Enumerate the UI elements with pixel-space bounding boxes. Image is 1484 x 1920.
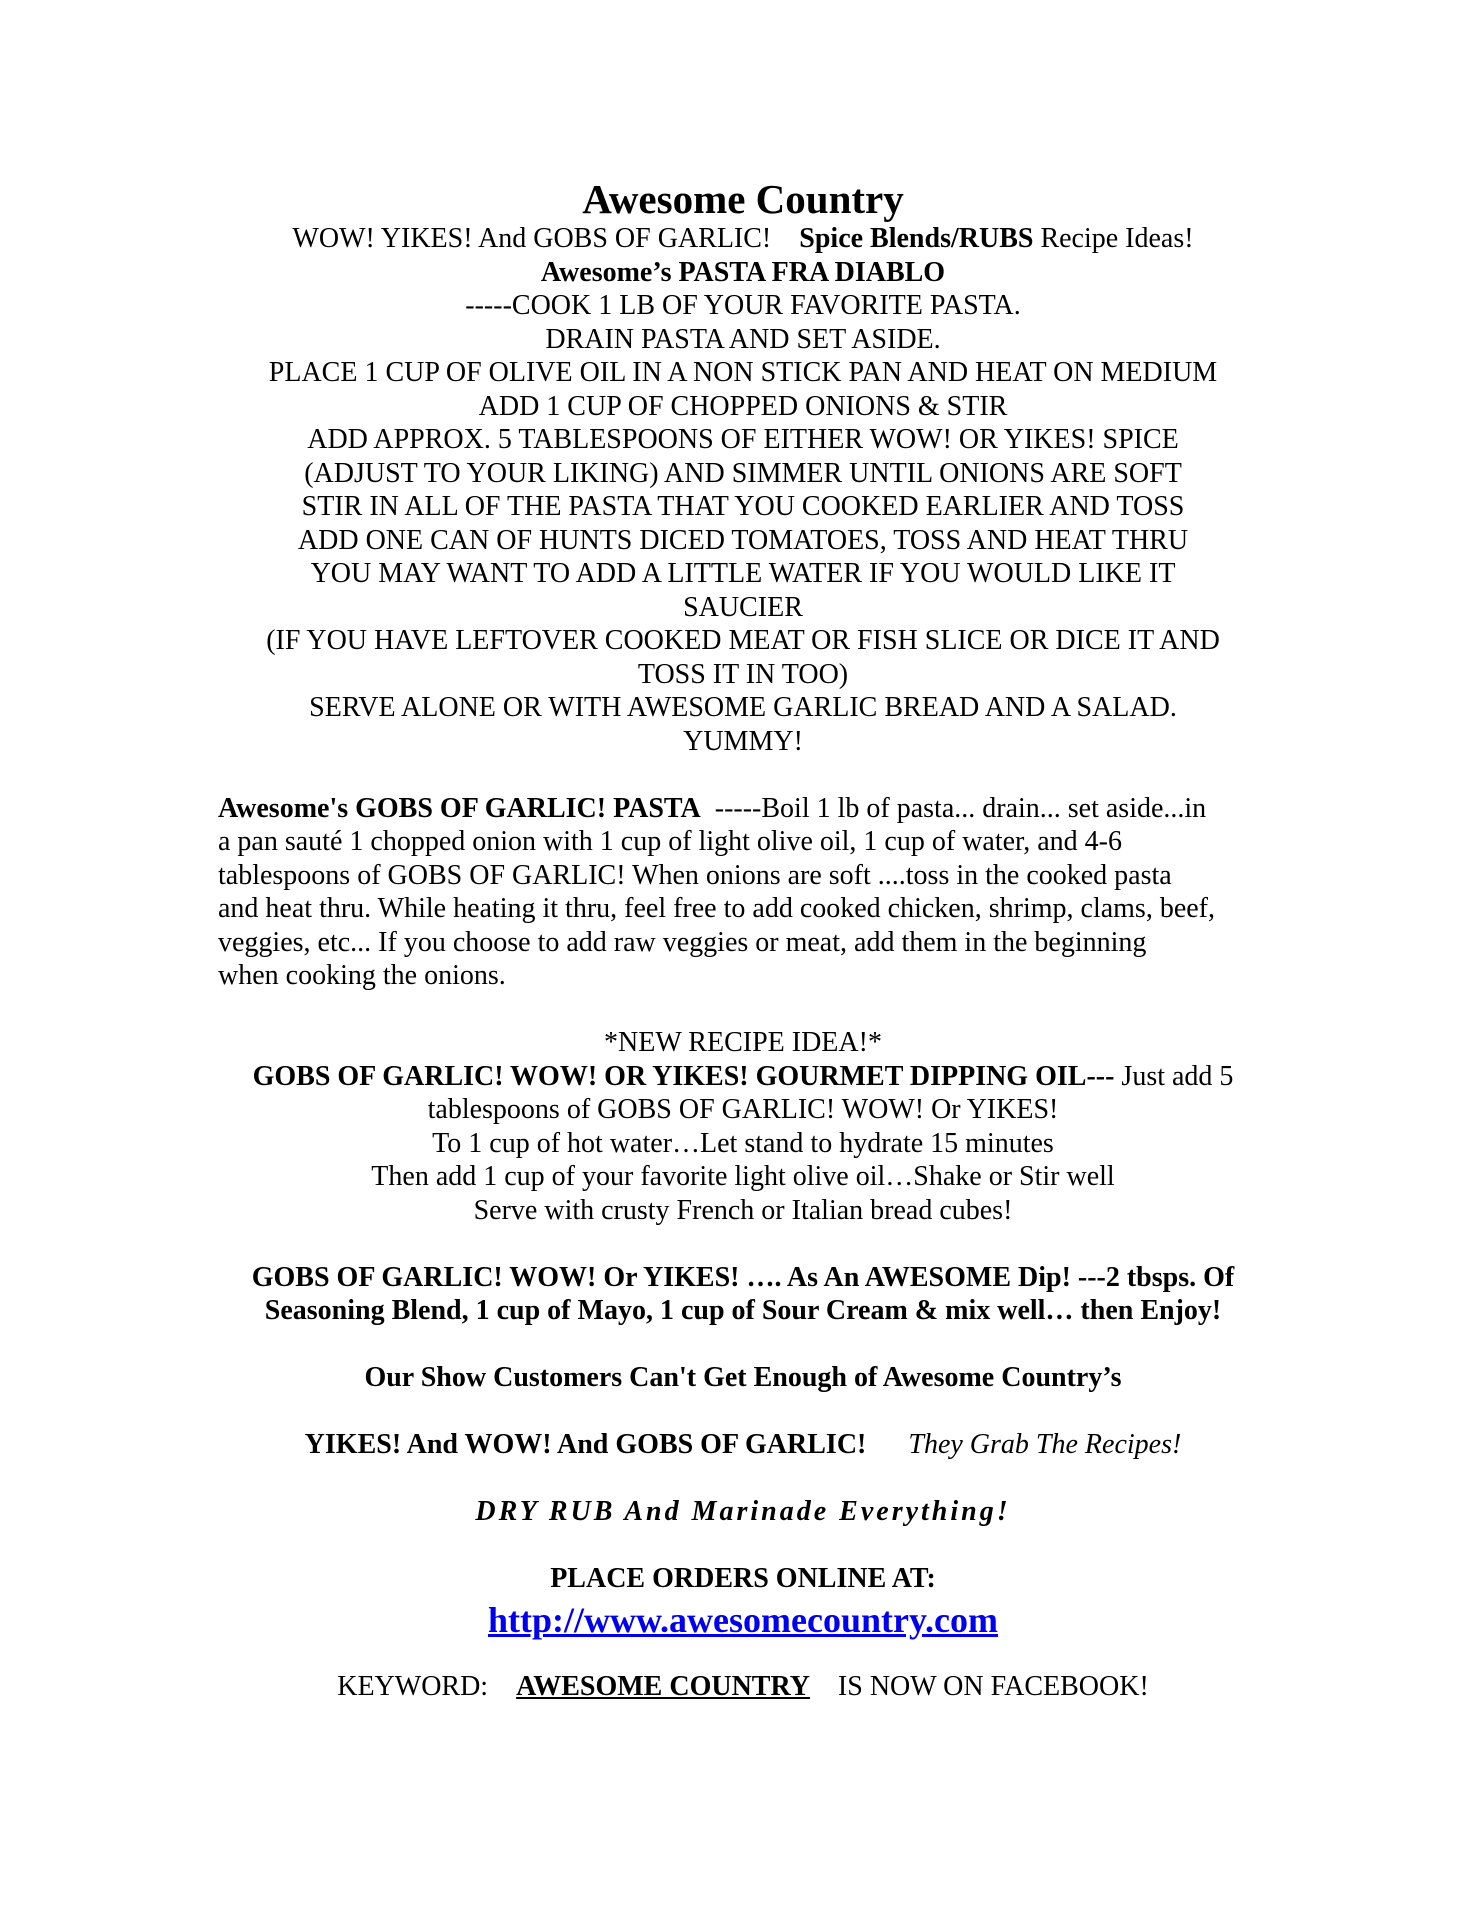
dipping-oil-heading-rest: Just add 5	[1114, 1060, 1234, 1092]
facebook-suffix: IS NOW ON FACEBOOK!	[837, 1670, 1149, 1702]
garlic-pasta-recipe	[218, 792, 1268, 993]
diablo-line: YOU MAY WANT TO ADD A LITTLE WATER IF YOU WOULD LIKE IT	[310, 558, 1176, 589]
diablo-line: YUMMY!	[683, 725, 803, 757]
url-container	[218, 1598, 1268, 1642]
subtitle	[218, 222, 1268, 256]
diablo-line: PLACE 1 CUP OF OLIVE OIL IN A NON STICK PAN AND HEAT ON MEDIUM	[268, 357, 1218, 388]
subtitle-part2: Spice Blends/RUBS	[799, 223, 1034, 254]
garlic-pasta-line: a pan sauté 1 chopped onion with 1 cup of light olive oil, 1 cup of water, and 4-6	[218, 826, 1122, 857]
customers-line: Our Show Customers Can't Get Enough of Awesome Country’s	[364, 1362, 1122, 1393]
dipping-oil-line: tablespoons of GOBS OF GARLIC! WOW! Or YIKES!	[427, 1094, 1059, 1125]
orders-heading: PLACE ORDERS ONLINE AT:	[550, 1563, 936, 1594]
dip-line: Seasoning Blend, 1 cup of Mayo, 1 cup of Sour Cream & mix well… then Enjoy!	[264, 1295, 1222, 1326]
products-line	[218, 1428, 1268, 1462]
products-bold: YIKES! And WOW! And GOBS OF GARLIC!	[304, 1429, 867, 1460]
dipping-oil-line: Then add 1 cup of your favorite light olive oil…Shake or Stir well	[371, 1161, 1115, 1192]
facebook-keyword: AWESOME COUNTRY	[516, 1670, 810, 1702]
dipping-oil-line: To 1 cup of hot water…Let stand to hydrate 15 minutes	[432, 1127, 1054, 1159]
spacer	[218, 758, 1268, 792]
dipping-oil-recipe	[218, 1026, 1268, 1227]
website-link[interactable]: http://www.awesomecountry.com	[488, 1599, 998, 1640]
dip-line: GOBS OF GARLIC! WOW! Or YIKES! …. As An AWESOME Dip! ---2 tbsps. Of	[251, 1261, 1235, 1293]
spacer	[218, 1328, 1268, 1362]
facebook-prefix: KEYWORD:	[337, 1670, 489, 1702]
diablo-line: SAUCIER	[683, 591, 803, 623]
garlic-pasta-line: and heat thru. While heating it thru, feel free to add cooked chicken, shrimp, clams, beef,	[218, 893, 1216, 924]
diablo-line: ADD APPROX. 5 TABLESPOONS OF EITHER WOW! OR YIKES! SPICE	[307, 424, 1179, 455]
diablo-line: (ADJUST TO YOUR LIKING) AND SIMMER UNTIL ONIONS ARE SOFT	[304, 457, 1182, 489]
diablo-heading: Awesome’s PASTA FRA DIABLO	[540, 256, 946, 288]
diablo-line: DRAIN PASTA AND SET ASIDE.	[545, 323, 941, 355]
spacer	[218, 1529, 1268, 1563]
spacer	[218, 1642, 1268, 1670]
diablo-line: ADD ONE CAN OF HUNTS DICED TOMATOES, TOSS AND HEAT THRU	[297, 524, 1189, 556]
diablo-line: ADD 1 CUP OF CHOPPED ONIONS & STIR	[478, 390, 1008, 422]
subtitle-part1: WOW! YIKES! And GOBS OF GARLIC!	[292, 223, 772, 254]
products-italic: They Grab The Recipes!	[908, 1429, 1182, 1460]
diablo-line: (IF YOU HAVE LEFTOVER COOKED MEAT OR FISH SLICE OR DICE IT AND	[266, 625, 1220, 656]
diablo-line: STIR IN ALL OF THE PASTA THAT YOU COOKED EARLIER AND TOSS	[301, 491, 1185, 522]
diablo-recipe	[218, 256, 1268, 759]
dipping-oil-line: Serve with crusty French or Italian bread cubes!	[473, 1194, 1013, 1226]
spacer	[218, 1227, 1268, 1261]
diablo-line: SERVE ALONE OR WITH AWESOME GARLIC BREAD AND A SALAD.	[309, 692, 1177, 723]
subtitle-part3: Recipe Ideas!	[1040, 223, 1194, 254]
new-recipe-intro: *NEW RECIPE IDEA!*	[604, 1027, 882, 1058]
garlic-pasta-line: veggies, etc... If you choose to add raw veggies or meat, add them in the beginning	[218, 926, 1147, 958]
dry-rub-slogan: DRY RUB And Marinade Everything!	[475, 1496, 1011, 1527]
diablo-line: TOSS IT IN TOO)	[637, 658, 849, 690]
garlic-pasta-heading: Awesome's GOBS OF GARLIC! PASTA	[218, 792, 701, 824]
facebook-line	[218, 1670, 1268, 1704]
garlic-pasta-line: -----Boil 1 lb of pasta... drain... set aside...in	[714, 792, 1207, 824]
dip-recipe	[218, 1261, 1268, 1328]
spacer	[218, 1462, 1268, 1496]
garlic-pasta-line: when cooking the onions.	[218, 960, 506, 991]
spacer	[218, 1395, 1268, 1429]
garlic-pasta-line: tablespoons of GOBS OF GARLIC! When onions are soft ....toss in the cooked pasta	[218, 859, 1172, 891]
dipping-oil-heading: GOBS OF GARLIC! WOW! OR YIKES! GOURMET DIPPING OIL---	[252, 1060, 1115, 1092]
spacer	[218, 993, 1268, 1027]
page-title: Awesome Country	[582, 176, 904, 222]
diablo-line: -----COOK 1 LB OF YOUR FAVORITE PASTA.	[465, 290, 1021, 321]
document-content	[218, 176, 1268, 1703]
